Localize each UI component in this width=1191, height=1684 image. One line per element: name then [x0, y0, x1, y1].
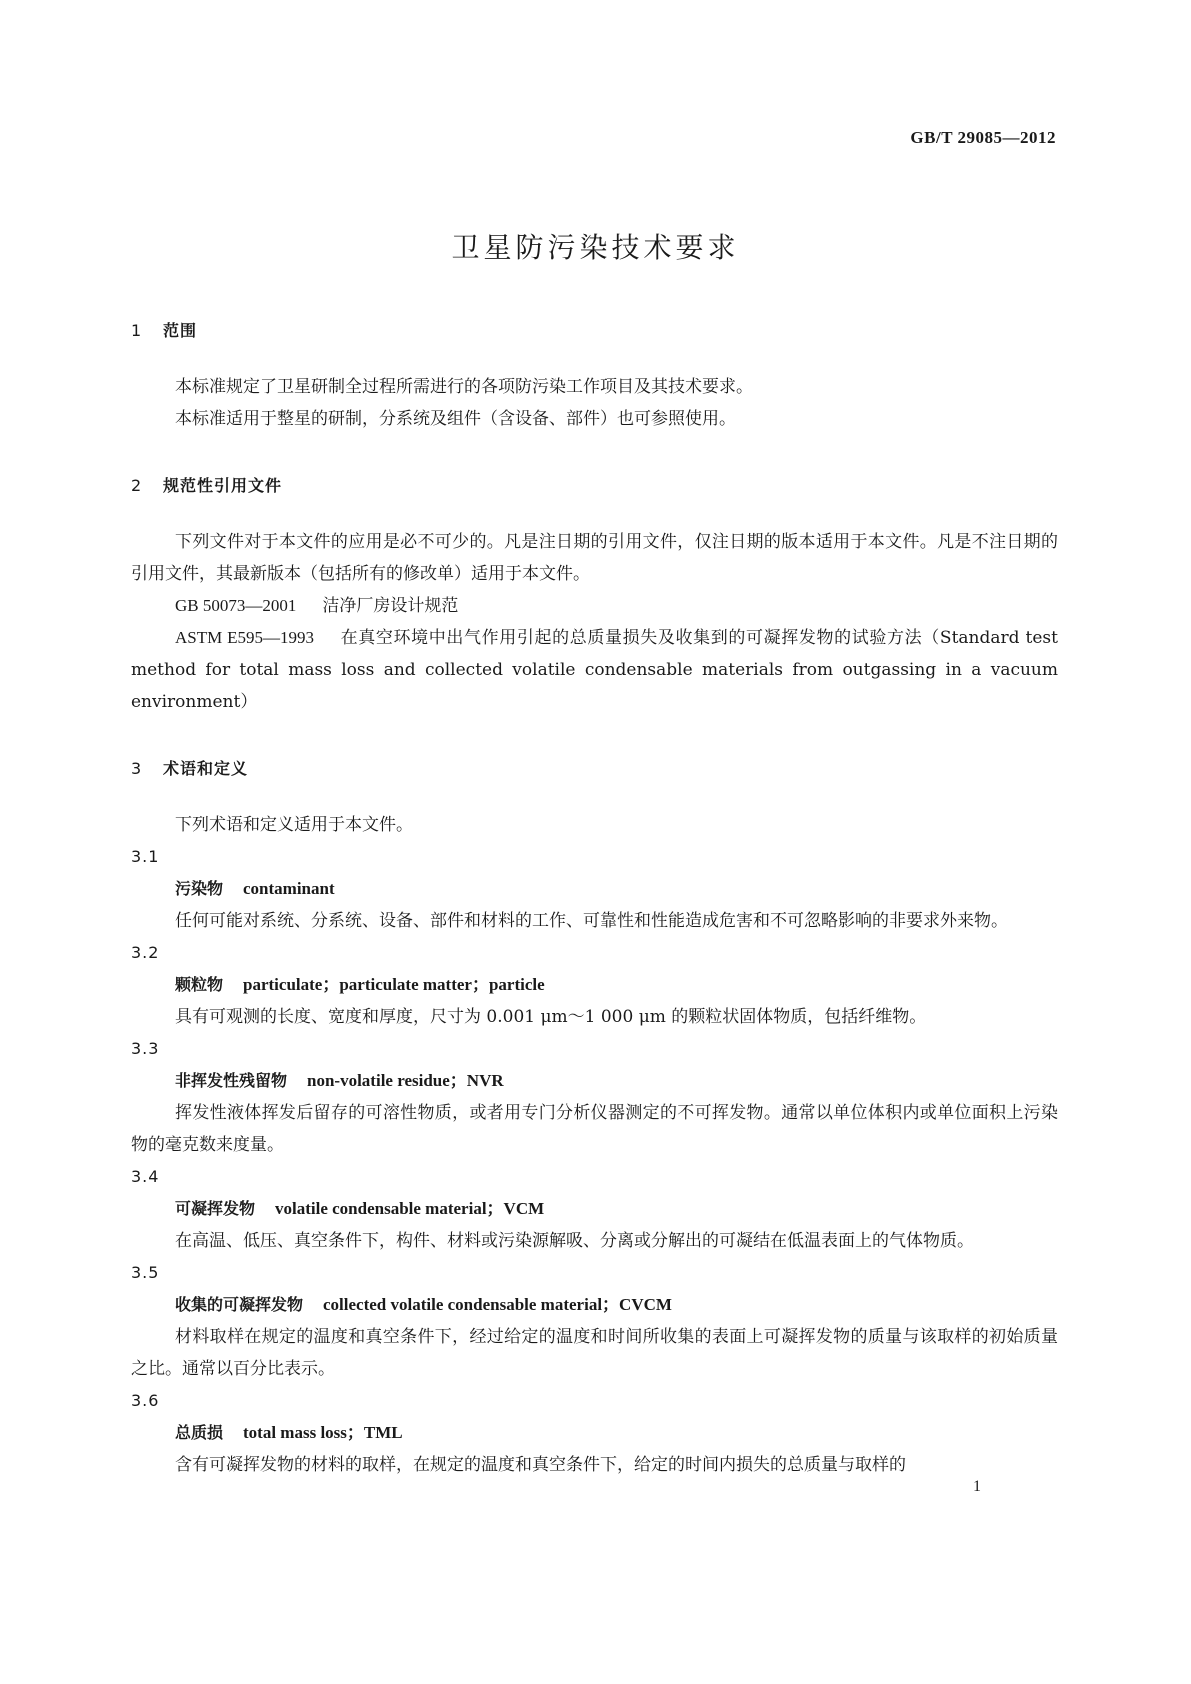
- reference-title: 在真空环境中出气作用引起的总质量损失及收集到的可凝挥发物的试验方法（Standard test method for total mass loss and collected volatile condensable materials from outgassing in a vacuum environment）: [131, 628, 1058, 712]
- reference-entry: [131, 622, 1058, 718]
- reference-code: ASTM E595—1993: [175, 628, 314, 647]
- term-zh: 非挥发性残留物: [175, 1071, 288, 1090]
- term-number: 3.6: [131, 1391, 160, 1410]
- term-en: collected volatile condensable material；CVCM: [323, 1295, 672, 1314]
- paragraph: 下列文件对于本文件的应用是必不可少的。凡是注日期的引用文件，仅注日期的版本适用于本文件。凡是不注日期的引用文件，其最新版本（包括所有的修改单）适用于本文件。: [131, 532, 1058, 584]
- paragraph: 本标准规定了卫星研制全过程所需进行的各项防污染工作项目及其技术要求。: [175, 377, 753, 397]
- document-title: 卫星防污染技术要求: [451, 231, 740, 264]
- term-number: 3.5: [131, 1263, 160, 1282]
- standard-code: GB/T 29085—2012: [910, 128, 1056, 147]
- term-zh: 可凝挥发物: [175, 1199, 256, 1218]
- term-zh: 污染物: [175, 879, 224, 898]
- page-number: 1: [973, 1478, 981, 1495]
- section-number: 1: [131, 321, 143, 340]
- reference-entry: [131, 590, 1058, 622]
- paragraph: 下列术语和定义适用于本文件。: [175, 815, 413, 835]
- term-en: non-volatile residue；NVR: [307, 1071, 504, 1090]
- term-heading: [131, 1193, 1058, 1225]
- section-title: 范围: [163, 321, 198, 340]
- term-en: total mass loss；TML: [243, 1423, 403, 1442]
- term-zh: 总质损: [175, 1423, 224, 1442]
- term-number: 3.3: [131, 1039, 160, 1058]
- section-heading-normative-references: [131, 473, 1058, 496]
- term-heading: [131, 1289, 1058, 1321]
- term-definition: 挥发性液体挥发后留存的可溶性物质，或者用专门分析仪器测定的不可挥发物。通常以单位体积内或单位面积上污染物的毫克数来度量。: [131, 1103, 1058, 1155]
- term-definition: 具有可观测的长度、宽度和厚度，尺寸为 0.001 μm～1 000 μm 的颗粒状固体物质，包括纤维物。: [175, 1007, 927, 1027]
- term-number: 3.2: [131, 943, 160, 962]
- term-definition: 含有可凝挥发物的材料的取样，在规定的温度和真空条件下，给定的时间内损失的总质量与取样的: [175, 1455, 906, 1475]
- term-zh: 收集的可凝挥发物: [175, 1295, 304, 1314]
- reference-title: 洁净厂房设计规范: [322, 596, 459, 616]
- term-en: particulate；particulate matter；particle: [243, 975, 545, 994]
- term-definition: 在高温、低压、真空条件下，构件、材料或污染源解吸、分离或分解出的可凝结在低温表面上的气体物质。: [175, 1231, 974, 1251]
- term-definition: 材料取样在规定的温度和真空条件下，经过给定的温度和时间所收集的表面上可凝挥发物的质量与该取样的初始质量之比。通常以百分比表示。: [131, 1327, 1058, 1379]
- document-body: [131, 318, 1058, 1481]
- section-title: 术语和定义: [163, 759, 249, 778]
- section-number: 3: [131, 759, 143, 778]
- term-heading: [131, 1417, 1058, 1449]
- term-definition: 任何可能对系统、分系统、设备、部件和材料的工作、可靠性和性能造成危害和不可忽略影响的非要求外来物。: [175, 911, 1008, 931]
- term-heading: [131, 1065, 1058, 1097]
- term-en: volatile condensable material；VCM: [275, 1199, 545, 1218]
- term-number: 3.1: [131, 847, 160, 866]
- term-number: 3.4: [131, 1167, 160, 1186]
- term-zh: 颗粒物: [175, 975, 224, 994]
- term-en: contaminant: [243, 879, 335, 898]
- reference-code: GB 50073—2001: [175, 596, 297, 615]
- section-heading-scope: [131, 318, 1058, 341]
- section-number: 2: [131, 476, 143, 495]
- term-heading: [131, 873, 1058, 905]
- term-heading: [131, 969, 1058, 1001]
- section-heading-terms: [131, 756, 1058, 779]
- section-title: 规范性引用文件: [163, 476, 283, 495]
- paragraph: 本标准适用于整星的研制，分系统及组件（含设备、部件）也可参照使用。: [175, 409, 736, 429]
